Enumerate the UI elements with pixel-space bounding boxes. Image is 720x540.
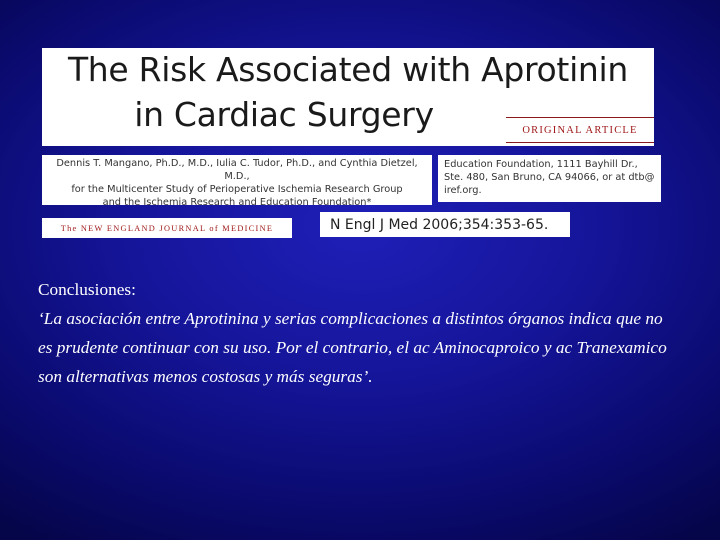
- article-title-line-2: in Cardiac Surgery: [134, 95, 434, 134]
- authors-clipping: [42, 155, 432, 208]
- citation-clipping: [320, 212, 570, 237]
- address-line-2: Ste. 480, San Bruno, CA 94066, or at dtb@: [444, 172, 655, 183]
- address-line-1: Education Foundation, 1111 Bayhill Dr.,: [444, 159, 638, 170]
- original-article-tag: ORIGINAL ARTICLE: [506, 117, 654, 143]
- conclusions-body: ‘La asociación entre Aprotinina y serias complicaciones a distintos órganos indica que no es prudente continuar con su uso. Por el contrario, el ac Aminocaproico y ac Tranexamico son alternativas menos costosas y más seguras’.: [38, 309, 667, 386]
- conclusions-heading: Conclusiones:: [38, 280, 136, 299]
- journal-clipping: [42, 218, 292, 238]
- authors-line-2: for the Multicenter Study of Perioperative Ischemia Research Group: [71, 184, 403, 195]
- authors-line-1: Dennis T. Mangano, Ph.D., M.D., Iulia C. Tudor, Ph.D., and Cynthia Dietzel, M.D.,: [56, 158, 418, 182]
- address-line-3: iref.org.: [444, 185, 482, 196]
- citation: N Engl J Med 2006;354:353-65.: [330, 216, 549, 233]
- conclusions-block: [38, 275, 678, 391]
- article-title-line-1: The Risk Associated with Aprotinin: [67, 50, 629, 89]
- journal-name: The NEW ENGLAND JOURNAL of MEDICINE: [60, 223, 274, 233]
- authors-line-3: and the Ischemia Research and Education Foundation*: [102, 197, 372, 208]
- address-clipping: [438, 155, 661, 202]
